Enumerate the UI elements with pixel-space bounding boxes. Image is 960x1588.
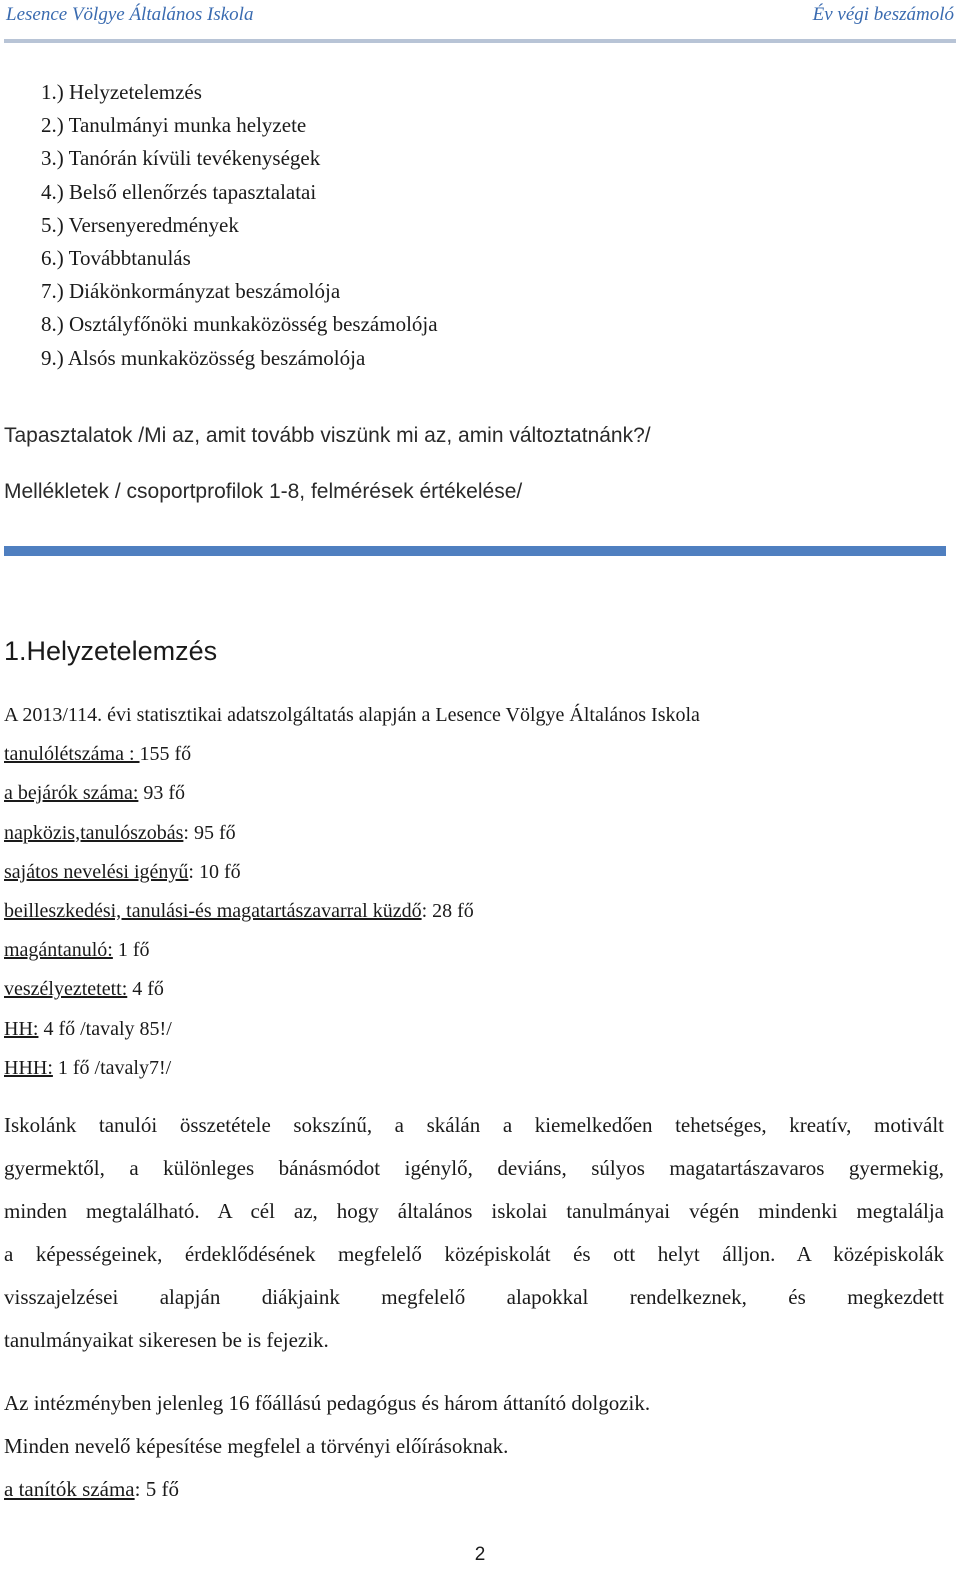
- stat-label: veszélyeztetett:: [4, 978, 128, 1001]
- paragraph-line: gyermektől, a különleges bánásmódot igénylő, deviáns, súlyos magatartászavaros gyermekig,: [4, 1156, 944, 1180]
- stat-value: 1 fő /tavaly7!/: [52, 1056, 172, 1079]
- teachers-count-line: [4, 1477, 179, 1502]
- header-divider: [4, 39, 956, 43]
- toc-item: 4.) Belső ellenőrzés tapasztalatai: [41, 179, 317, 204]
- table-of-contents: [41, 76, 438, 375]
- section-title: 1.Helyzetelemzés: [4, 636, 218, 666]
- header-school-name: Lesence Völgye Általános Iskola: [6, 4, 254, 25]
- paragraph-line: tanulmányaikat sikeresen be is fejezik.: [4, 1328, 329, 1352]
- stat-item: [4, 892, 700, 931]
- teachers-value: : 5 fő: [134, 1477, 179, 1501]
- stat-value: 1 fő: [112, 939, 150, 962]
- toc-item: 7.) Diákönkormányzat beszámolója: [41, 279, 341, 304]
- stat-label: napközis,tanulószobás: [4, 821, 184, 844]
- stat-label: magántanuló:: [4, 939, 113, 962]
- paragraph-line: a képességeinek, érdeklődésének megfelelő középiskolát és ott helyt álljon. A középiskolák: [4, 1242, 944, 1266]
- toc-item: 1.) Helyzetelemzés: [41, 80, 202, 104]
- section-divider: [4, 546, 946, 556]
- stat-label: tanulólétszáma :: [4, 743, 140, 766]
- toc-item: 2.) Tanulmányi munka helyzete: [41, 113, 307, 138]
- stats-intro: A 2013/114. évi statisztikai adatszolgáltatás alapján a Lesence Völgye Általános Iskola: [4, 704, 700, 726]
- toc-item: 6.) Továbbtanulás: [41, 246, 191, 271]
- stat-value: : 95 fő: [183, 821, 236, 844]
- stat-item: [4, 735, 700, 774]
- attachments-note: Mellékletek / csoportprofilok 1-8, felmérések értékelése/: [4, 480, 523, 503]
- page-number: 2: [474, 1544, 486, 1565]
- stat-label: HH:: [4, 1017, 39, 1040]
- stat-item: [4, 774, 700, 813]
- stat-label: a bejárók száma:: [4, 782, 139, 805]
- stat-value: 4 fő: [127, 978, 164, 1001]
- stat-value: 155 fő: [139, 743, 192, 766]
- page-header: [6, 2, 954, 28]
- paragraph-line: visszajelzései alapján diákjaink megfelelő alapokkal rendelkeznek, és megkezdett: [4, 1285, 944, 1309]
- stat-value: 93 fő: [138, 782, 186, 805]
- toc-item: 9.) Alsós munkaközösség beszámolója: [41, 345, 366, 370]
- stat-value: 4 fő /tavaly 85!/: [38, 1017, 172, 1040]
- stat-item: [4, 1049, 700, 1088]
- stat-item: [4, 970, 700, 1009]
- toc-item: 3.) Tanórán kívüli tevékenységek: [41, 146, 321, 171]
- stat-label: HHH:: [4, 1056, 53, 1079]
- statistics-list: [4, 696, 700, 1088]
- paragraph-line: Iskolánk tanulói összetétele sokszínű, a skálán a kiemelkedően tehetséges, kreatív, motivált: [4, 1113, 944, 1137]
- header-report-title: Év végi beszámoló: [812, 4, 954, 25]
- paragraph-line: minden megtalálható. A cél az, hogy általános iskolai tanulmányai végén mindenki megtalálja: [4, 1199, 944, 1223]
- stat-item: [4, 931, 700, 970]
- qualification-line: Minden nevelő képesítése megfelel a törvényi előírásoknak.: [4, 1434, 509, 1458]
- stat-item: [4, 1010, 700, 1049]
- toc-item: 8.) Osztályfőnöki munkaközösség beszámolója: [41, 312, 438, 337]
- staff-count-line: Az intézményben jelenleg 16 főállású pedagógus és három áttanító dolgozik.: [4, 1391, 651, 1415]
- toc-item: 5.) Versenyeredmények: [41, 212, 239, 237]
- stat-item: [4, 814, 700, 853]
- stat-label: beilleszkedési, tanulási-és magatartászavarral küzdő: [4, 900, 422, 923]
- teachers-label: a tanítók száma: [4, 1477, 135, 1501]
- stat-label: sajátos nevelési igényű: [4, 860, 189, 883]
- stat-value: : 28 fő: [421, 900, 474, 923]
- stat-item: [4, 853, 700, 892]
- stat-value: : 10 fő: [188, 860, 241, 883]
- experiences-note: Tapasztalatok /Mi az, amit tovább viszünk mi az, amin változtatnánk?/: [4, 424, 651, 447]
